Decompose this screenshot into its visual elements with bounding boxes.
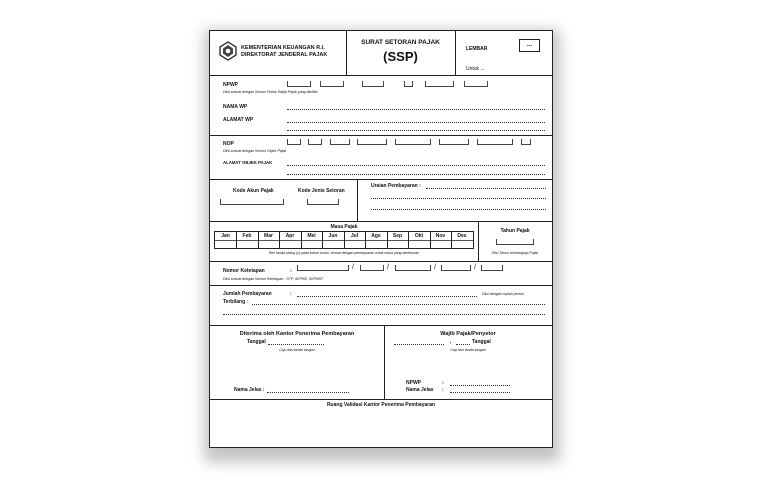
month-ags[interactable]: Ags	[371, 233, 381, 239]
penerima-tanggal-label: Tanggal	[247, 339, 266, 345]
month-mei[interactable]: Mei	[307, 233, 316, 239]
nama-wp-field[interactable]	[287, 109, 545, 110]
month-apr[interactable]: Apr	[285, 233, 295, 239]
masa-pajak-note: Beri tanda silang (x) pada kolom bulan, sesuai dengan pembayaran untuk masa yang berkenaan	[268, 251, 419, 255]
nop-box-8[interactable]	[521, 139, 531, 145]
penyetor-tanggal-label: Tanggal	[472, 339, 491, 345]
ketetapan-sep-2: /	[387, 264, 389, 271]
kode-akun-box[interactable]	[220, 199, 284, 205]
penyetor-nama-colon: :	[442, 387, 444, 393]
ketetapan-sep-1: /	[352, 264, 354, 271]
penyetor-npwp-label: NPWP	[406, 380, 421, 386]
ketetapan-sep-4: /	[474, 264, 476, 271]
jumlah-note: Diisi dengan rupiah penuh	[482, 292, 524, 296]
month-nov[interactable]: Nov	[435, 233, 446, 239]
masa-pajak-grid	[214, 231, 474, 249]
month-mar[interactable]: Mar	[264, 233, 273, 239]
penyetor-npwp-field[interactable]	[450, 385, 510, 386]
ketetapan-box-4[interactable]	[441, 265, 471, 271]
penyetor-comma: ,	[450, 339, 452, 345]
untuk-label: Untuk ...	[466, 66, 485, 72]
form-code: (SSP)	[383, 49, 418, 64]
lembar-label: LEMBAR	[466, 46, 488, 52]
nop-box-5[interactable]	[395, 139, 431, 145]
ketetapan-label: Nomor Ketetapan	[223, 268, 265, 274]
penerima-cap-note: Cap dan tanda tangan	[279, 348, 315, 352]
penyetor-tanggal-field[interactable]	[456, 344, 470, 345]
tahun-pajak-box[interactable]	[496, 239, 534, 245]
masa-pajak-label: Masa Pajak	[330, 224, 358, 230]
uraian-field-1[interactable]	[426, 188, 546, 189]
uraian-field-2[interactable]	[371, 198, 546, 199]
terbilang-field-2[interactable]	[223, 314, 545, 315]
lembar-box[interactable]: ...	[519, 39, 540, 52]
ketetapan-colon: :	[290, 268, 292, 274]
month-jun[interactable]: Jun	[328, 233, 338, 239]
org-line-2: DIREKTORAT JENDERAL PAJAK	[241, 52, 328, 58]
nop-label: NOP	[223, 141, 234, 147]
uraian-label: Uraian Pembayaran :	[371, 183, 421, 189]
penerima-nama-field[interactable]	[267, 392, 349, 393]
terbilang-colon: :	[247, 299, 249, 305]
month-okt[interactable]: Okt	[414, 233, 424, 239]
npwp-label: NPWP	[223, 82, 238, 88]
penyetor-nama-field[interactable]	[450, 392, 510, 393]
ssp-form	[209, 30, 553, 448]
alamat-objek-label: ALAMAT OBJEK PAJAK	[223, 160, 273, 165]
uraian-field-3[interactable]	[371, 209, 546, 210]
npwp-box-3[interactable]	[362, 81, 384, 87]
nop-box-1[interactable]	[287, 139, 301, 145]
nop-box-3[interactable]	[330, 139, 350, 145]
month-sep[interactable]: Sep	[392, 233, 403, 239]
alamat-wp-field-1[interactable]	[287, 122, 545, 123]
jumlah-field[interactable]	[297, 296, 477, 297]
terbilang-label: Terbilang	[223, 299, 246, 305]
terbilang-field-1[interactable]	[252, 304, 545, 305]
month-feb[interactable]: Feb	[242, 233, 252, 239]
ketetapan-box-1[interactable]	[297, 265, 349, 271]
npwp-box-5[interactable]	[425, 81, 454, 87]
npwp-box-6[interactable]	[464, 81, 488, 87]
nop-box-7[interactable]	[477, 139, 513, 145]
jumlah-label: Jumlah Pembayaran	[223, 291, 272, 297]
ketetapan-note: Diisi sesuai dengan Nomor Ketetapan : STP, SKPKB, SKPKBT	[223, 277, 324, 281]
org-line-1: KEMENTERIAN KEUANGAN R.I.	[241, 45, 325, 51]
alamat-objek-field-2[interactable]	[287, 174, 545, 175]
form-title: SURAT SETORAN PAJAK	[361, 39, 440, 46]
penyetor-npwp-colon: :	[442, 380, 444, 386]
penyetor-place-field[interactable]	[394, 344, 444, 345]
ketetapan-box-3[interactable]	[395, 265, 431, 271]
kode-jenis-label: Kode Jenis Setoran	[298, 188, 345, 194]
nop-box-6[interactable]	[439, 139, 469, 145]
month-des[interactable]: Des	[457, 233, 467, 239]
kode-akun-label: Kode Akun Pajak	[233, 188, 274, 194]
penyetor-nama-label: Nama Jelas	[406, 387, 434, 393]
month-jul[interactable]: Jul	[350, 233, 359, 239]
penerima-title: Diterima oleh Kantor Penerima Pembayaran	[239, 331, 355, 337]
npwp-box-2[interactable]	[320, 81, 344, 87]
validasi-label: Ruang Validasi Kantor Penerima Pembayaran	[326, 402, 436, 408]
npwp-note: Diisi sesuai dengan Nomor Pokok Wajib Pajak yang dimiliki	[223, 90, 318, 94]
npwp-box-1[interactable]	[287, 81, 311, 87]
npwp-box-4[interactable]	[404, 81, 413, 87]
ministry-logo	[218, 41, 238, 61]
penerima-nama-label: Nama Jelas :	[234, 387, 265, 393]
ketetapan-box-2[interactable]	[360, 265, 384, 271]
alamat-wp-label: ALAMAT WP	[223, 117, 254, 123]
tahun-pajak-label: Tahun Pajak	[500, 228, 530, 234]
ketetapan-sep-3: /	[434, 264, 436, 271]
kode-jenis-box[interactable]	[307, 199, 339, 205]
penyetor-cap-note: Cap dan tanda tangan	[450, 348, 486, 352]
nama-wp-label: NAMA WP	[223, 104, 248, 110]
alamat-objek-field-1[interactable]	[287, 165, 545, 166]
jumlah-colon: :	[290, 291, 292, 297]
penyetor-title: Wajib Pajak/Penyetor	[440, 331, 496, 337]
nop-box-4[interactable]	[357, 139, 387, 145]
alamat-wp-field-2[interactable]	[287, 130, 545, 131]
month-jan[interactable]: Jan	[221, 233, 230, 239]
nop-note: Diisi sesuai dengan Nomor Objek Pajak	[223, 149, 287, 153]
nop-box-2[interactable]	[308, 139, 322, 145]
ketetapan-box-5[interactable]	[481, 265, 503, 271]
penerima-tanggal-field[interactable]	[268, 344, 324, 345]
tahun-pajak-note: Diisi Tahun terutangnya Pajak	[491, 251, 539, 255]
